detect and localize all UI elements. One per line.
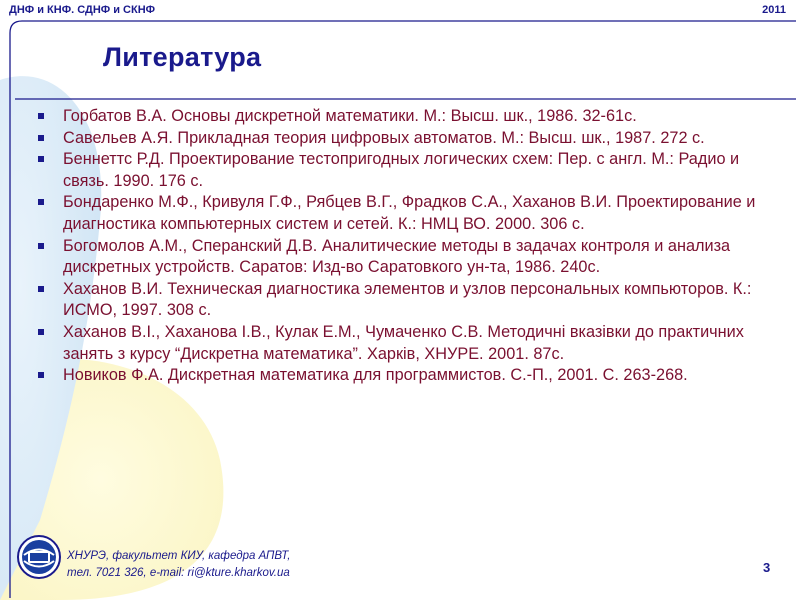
reference-text: Богомолов А.М., Сперанский Д.В. Аналитические методы в задачах контроля и анализа дискретных устройств. Саратов: Изд-во Саратовкого ун-та, 1986. 240с. — [63, 236, 731, 277]
square-bullet-icon — [38, 156, 44, 162]
slide-title: Литература — [103, 42, 262, 72]
reference-text: Беннеттс Р.Д. Проектирование тестопригодных логических схем: Пер. с англ. М.: Радио и связь. 1990. 176 с. — [63, 150, 740, 190]
square-bullet-icon — [38, 113, 44, 119]
footer-department: ХНУРЭ, факультет КИУ, кафедра АПВТ, — [67, 550, 291, 562]
footer-contacts — [67, 548, 290, 582]
footer-phone-email: тел. 7021 326, e-mail: ri@kture.kharkov.ua — [67, 567, 290, 579]
reference-text: Бондаренко М.Ф., Кривуля Г.Ф., Рябцев В.Г., Фрадков С.А., Хаханов В.И. Проектирование и диагностика компьютерных систем и сетей. К.: НМЦ ВО. 2000. 306 с. — [63, 193, 756, 233]
reference-list — [38, 106, 778, 387]
reference-item — [38, 128, 778, 150]
square-bullet-icon — [38, 243, 44, 249]
reference-item — [38, 322, 778, 365]
reference-item — [38, 192, 778, 235]
page-number: 3 — [763, 560, 771, 575]
square-bullet-icon — [38, 135, 44, 141]
square-bullet-icon — [38, 372, 44, 378]
reference-item — [38, 279, 778, 322]
reference-item — [38, 365, 778, 387]
header-year: 2011 — [762, 4, 786, 16]
reference-text: Савельев А.Я. Прикладная теория цифровых автоматов. М.: Высш. шк., 1987. 272 с. — [63, 128, 705, 147]
reference-text: Горбатов В.А. Основы дискретной математики. М.: Высш. шк., 1986. 32-61с. — [63, 107, 637, 125]
square-bullet-icon — [38, 199, 44, 205]
square-bullet-icon — [38, 286, 44, 292]
university-logo-icon — [16, 534, 62, 580]
reference-text: Хаханов В.І., Хаханова І.В., Кулак Е.М., Чумаченко С.В. Методичні вказівки до практичних занять з курсу “Дискретна математика”. Харків, ХНУРЕ. 2001. 87с. — [63, 322, 744, 363]
reference-item — [38, 149, 778, 192]
reference-item — [38, 236, 778, 279]
reference-text: Хаханов В.И. Техническая диагностика элементов и узлов персональных компьюторов. К.: ИСМО, 1997. 308 с. — [63, 279, 752, 320]
reference-item — [38, 106, 778, 128]
reference-text: Новиков Ф.А. Дискретная математика для программистов. С.-П., 2001. С. 263-268. — [63, 366, 688, 385]
header-topic: ДНФ и КНФ. СДНФ и СКНФ — [9, 4, 156, 16]
square-bullet-icon — [38, 329, 44, 335]
